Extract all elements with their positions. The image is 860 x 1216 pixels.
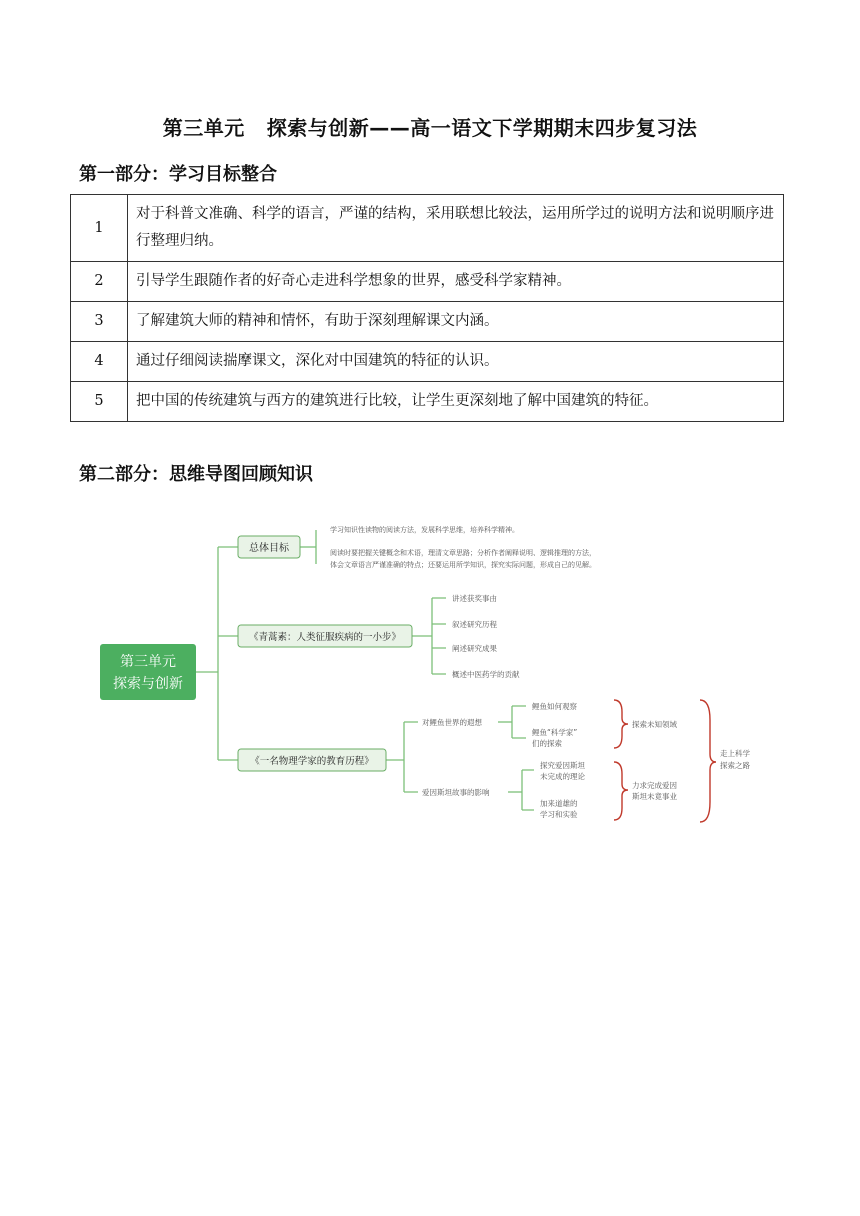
document-title bbox=[0, 112, 860, 141]
part1-heading: 第一部分：学习目标整合 bbox=[79, 164, 277, 185]
goal-text: 通过仔细阅读揣摩课文，深化对中国建筑的特征的认识。 bbox=[128, 342, 784, 382]
goal-number: 4 bbox=[71, 342, 128, 382]
einstein-summary-line2: 斯坦未竟事业 bbox=[632, 792, 677, 801]
carp-leaf-1: 鲤鱼如何观察 bbox=[532, 702, 577, 711]
einstein-label: 爱因斯坦故事的影响 bbox=[422, 788, 490, 797]
branch-physicist-label: 《一名物理学家的教育历程》 bbox=[250, 756, 374, 767]
goal-text: 引导学生跟随作者的好奇心走进科学想象的世界，感受科学家精神。 bbox=[128, 262, 784, 302]
goal-note-2-line1: 阅读时要把握关键概念和术语，理清文章思路；分析作者阐释说明、逻辑推理的方法， bbox=[330, 549, 596, 557]
goal-number: 5 bbox=[71, 382, 128, 422]
goal-note-1: 学习知识性读物的阅读方法，发展科学思维，培养科学精神。 bbox=[330, 526, 519, 534]
einstein-leaf-1-line2: 未完成的理论 bbox=[540, 772, 585, 781]
goal-row bbox=[71, 342, 784, 382]
einstein-leaf-2-line2: 学习和实验 bbox=[540, 810, 578, 819]
goal-row bbox=[71, 302, 784, 342]
qinghaosu-leaf-1: 讲述获奖事由 bbox=[452, 594, 497, 603]
title-unit: 第三单元 bbox=[162, 116, 245, 140]
goal-note-2-line2: 体会文章语言严谨准确的特点；还要运用所学知识，探究实际问题，形成自己的见解。 bbox=[330, 561, 596, 569]
goal-text: 把中国的传统建筑与西方的建筑进行比较，让学生更深刻地了解中国建筑的特征。 bbox=[128, 382, 784, 422]
root-label-line2: 探索与创新 bbox=[113, 676, 183, 692]
branch-qinghaosu-label: 《青蒿素：人类征服疾病的一小步》 bbox=[248, 632, 402, 643]
carp-world-label: 对鲤鱼世界的遐想 bbox=[422, 718, 482, 727]
final-summary-line2: 探索之路 bbox=[720, 761, 750, 770]
qinghaosu-leaf-4: 概述中医药学的贡献 bbox=[452, 670, 520, 679]
qinghaosu-leaf-3: 阐述研究成果 bbox=[452, 644, 497, 653]
goal-number: 3 bbox=[71, 302, 128, 342]
einstein-leaf-2-line1: 加来道雄的 bbox=[540, 799, 578, 808]
final-summary-line1: 走上科学 bbox=[720, 749, 750, 758]
goals-table bbox=[70, 194, 784, 422]
goal-number: 1 bbox=[71, 195, 128, 262]
carp-leaf-2-line1: 鲤鱼“科学家” bbox=[532, 728, 578, 737]
einstein-leaf-1-line1: 探究爱因斯坦 bbox=[540, 761, 585, 770]
carp-leaf-2-line2: 们的探索 bbox=[532, 739, 562, 748]
goal-row bbox=[71, 262, 784, 302]
summary-brackets bbox=[614, 700, 716, 822]
title-topic: 探索与创新——高一语文下学期期末四步复习法 bbox=[266, 116, 698, 140]
root-label-line1: 第三单元 bbox=[120, 654, 176, 670]
branch-goal-label: 总体目标 bbox=[249, 543, 289, 554]
part2-heading: 第二部分：思维导图回顾知识 bbox=[79, 464, 313, 485]
qinghaosu-leaf-2: 叙述研究历程 bbox=[452, 620, 497, 629]
einstein-summary-line1: 力求完成爱因 bbox=[632, 781, 677, 790]
goal-text: 了解建筑大师的精神和情怀，有助于深刻理解课文内涵。 bbox=[128, 302, 784, 342]
goal-text: 对于科普文准确、科学的语言，严谨的结构，采用联想比较法，运用所学过的说明方法和说明顺序进行整理归纳。 bbox=[128, 195, 784, 262]
mind-map bbox=[0, 500, 860, 840]
carp-summary: 探索未知领域 bbox=[632, 720, 677, 729]
goal-row bbox=[71, 195, 784, 262]
goal-number: 2 bbox=[71, 262, 128, 302]
goal-row bbox=[71, 382, 784, 422]
